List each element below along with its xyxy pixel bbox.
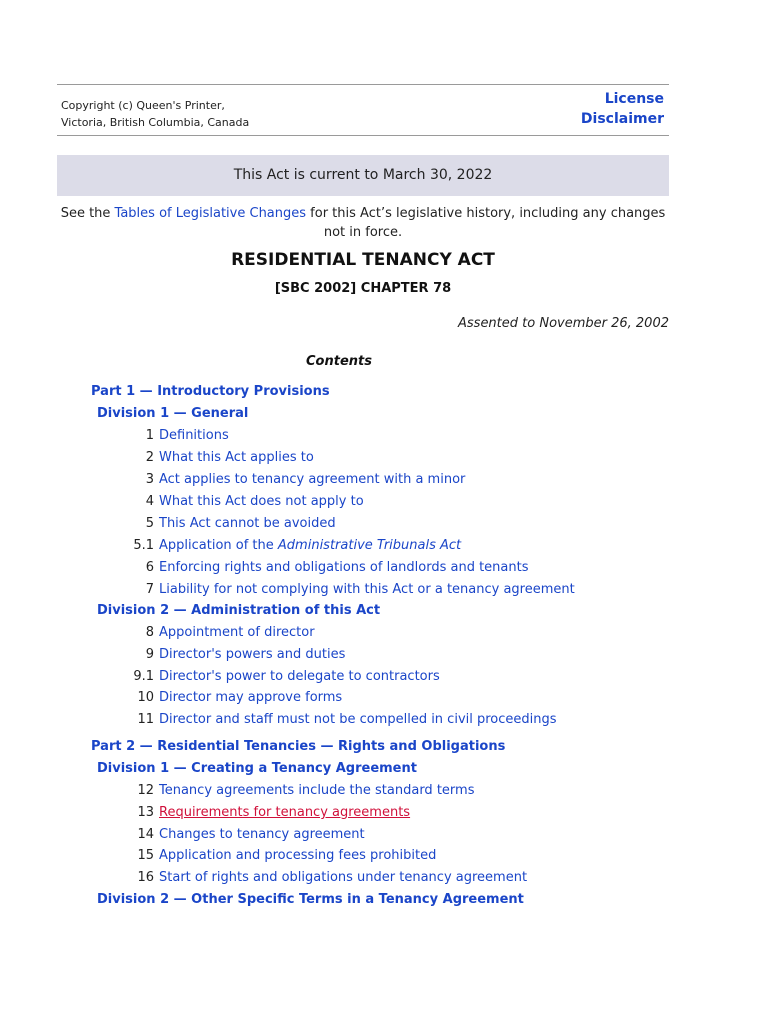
section-number: 3 [145, 472, 154, 487]
section-link[interactable]: Director and staff must not be compelled in civil proceedings [159, 712, 557, 727]
section-link[interactable]: Application and processing fees prohibited [159, 848, 437, 863]
license-link[interactable]: License [604, 91, 664, 107]
section-number: 7 [145, 582, 154, 597]
section-number: 12 [137, 783, 154, 798]
toc-section [0, 710, 768, 730]
section-number: 8 [145, 625, 154, 640]
section-number: 11 [137, 712, 154, 727]
toc-section [0, 781, 768, 801]
contents-heading: Contents [306, 354, 372, 369]
section-link[interactable]: This Act cannot be avoided [159, 516, 336, 531]
section-number: 2 [145, 450, 154, 465]
section-number: 14 [137, 827, 154, 842]
act-title: RESIDENTIAL TENANCY ACT [231, 250, 495, 270]
copyright-links [581, 89, 664, 129]
history-note [60, 204, 666, 242]
section-link[interactable]: Enforcing rights and obligations of landlords and tenants [159, 560, 529, 575]
section-link[interactable] [159, 536, 461, 556]
copyright-bar [57, 84, 669, 136]
toc-section [0, 623, 768, 643]
section-link[interactable]: Appointment of director [159, 625, 315, 640]
toc-section [0, 688, 768, 708]
section-link-italic-text: Administrative Tribunals Act [277, 538, 462, 553]
section-link[interactable]: Definitions [159, 428, 229, 443]
section-number: 10 [137, 690, 154, 705]
section-link[interactable]: What this Act applies to [159, 450, 314, 465]
section-number: 6 [145, 560, 154, 575]
copyright-line-2: Victoria, British Columbia, Canada [61, 116, 250, 129]
toc-section [0, 667, 768, 687]
toc-part-2[interactable]: Part 2 — Residential Tenancies — Rights and Obligations [91, 739, 506, 754]
toc-section [0, 580, 768, 600]
section-number: 9.1 [133, 669, 154, 684]
assented-date: Assented to November 26, 2002 [458, 316, 669, 331]
section-number: 1 [145, 428, 154, 443]
section-link[interactable]: Liability for not complying with this Act or a tenancy agreement [159, 582, 575, 597]
section-number: 4 [145, 494, 154, 509]
section-number: 13 [137, 805, 154, 820]
section-link[interactable]: Changes to tenancy agreement [159, 827, 365, 842]
toc-section [0, 426, 768, 446]
section-number: 5.1 [133, 538, 154, 553]
copyright-notice [61, 97, 249, 131]
section-link[interactable]: Act applies to tenancy agreement with a minor [159, 472, 466, 487]
toc-section [0, 868, 768, 888]
toc-section [0, 645, 768, 665]
section-link[interactable]: Director's powers and duties [159, 647, 346, 662]
tables-of-legislative-changes-link[interactable]: Tables of Legislative Changes [114, 206, 307, 221]
toc-part-1[interactable]: Part 1 — Introductory Provisions [91, 384, 330, 399]
history-note-prefix: See the [60, 206, 115, 221]
section-number: 16 [137, 870, 154, 885]
disclaimer-link[interactable]: Disclaimer [580, 111, 664, 127]
toc-section [0, 846, 768, 866]
section-number: 9 [145, 647, 154, 662]
section-link[interactable]: Director may approve forms [159, 690, 343, 705]
section-link-visited[interactable]: Requirements for tenancy agreements [159, 805, 411, 820]
toc-part-2-division-1[interactable]: Division 1 — Creating a Tenancy Agreement [97, 761, 417, 776]
section-link[interactable]: Start of rights and obligations under tenancy agreement [159, 870, 528, 885]
toc-section [0, 448, 768, 468]
section-link[interactable]: What this Act does not apply to [159, 494, 364, 509]
toc-section [0, 536, 768, 556]
toc-part-2-division-2[interactable]: Division 2 — Other Specific Terms in a Tenancy Agreement [97, 892, 524, 907]
toc-section [0, 470, 768, 490]
copyright-line-1: Copyright (c) Queen's Printer, [61, 99, 225, 112]
toc-section [0, 825, 768, 845]
toc-section [0, 492, 768, 512]
section-number: 15 [137, 848, 154, 863]
section-link-text: Application of the [159, 538, 278, 553]
history-note-suffix: for this Act’s legislative history, including any changes not in force. [306, 206, 666, 240]
section-link[interactable]: Director's power to delegate to contractors [159, 669, 440, 684]
currency-banner: This Act is current to March 30, 2022 [57, 155, 669, 196]
toc-part-1-division-1[interactable]: Division 1 — General [97, 406, 249, 421]
toc-section [0, 803, 768, 823]
toc-section [0, 514, 768, 534]
act-chapter: [SBC 2002] CHAPTER 78 [274, 281, 452, 296]
section-number: 5 [145, 516, 154, 531]
section-link[interactable]: Tenancy agreements include the standard terms [159, 783, 475, 798]
toc-section [0, 558, 768, 578]
toc-part-1-division-2[interactable]: Division 2 — Administration of this Act [97, 603, 381, 618]
